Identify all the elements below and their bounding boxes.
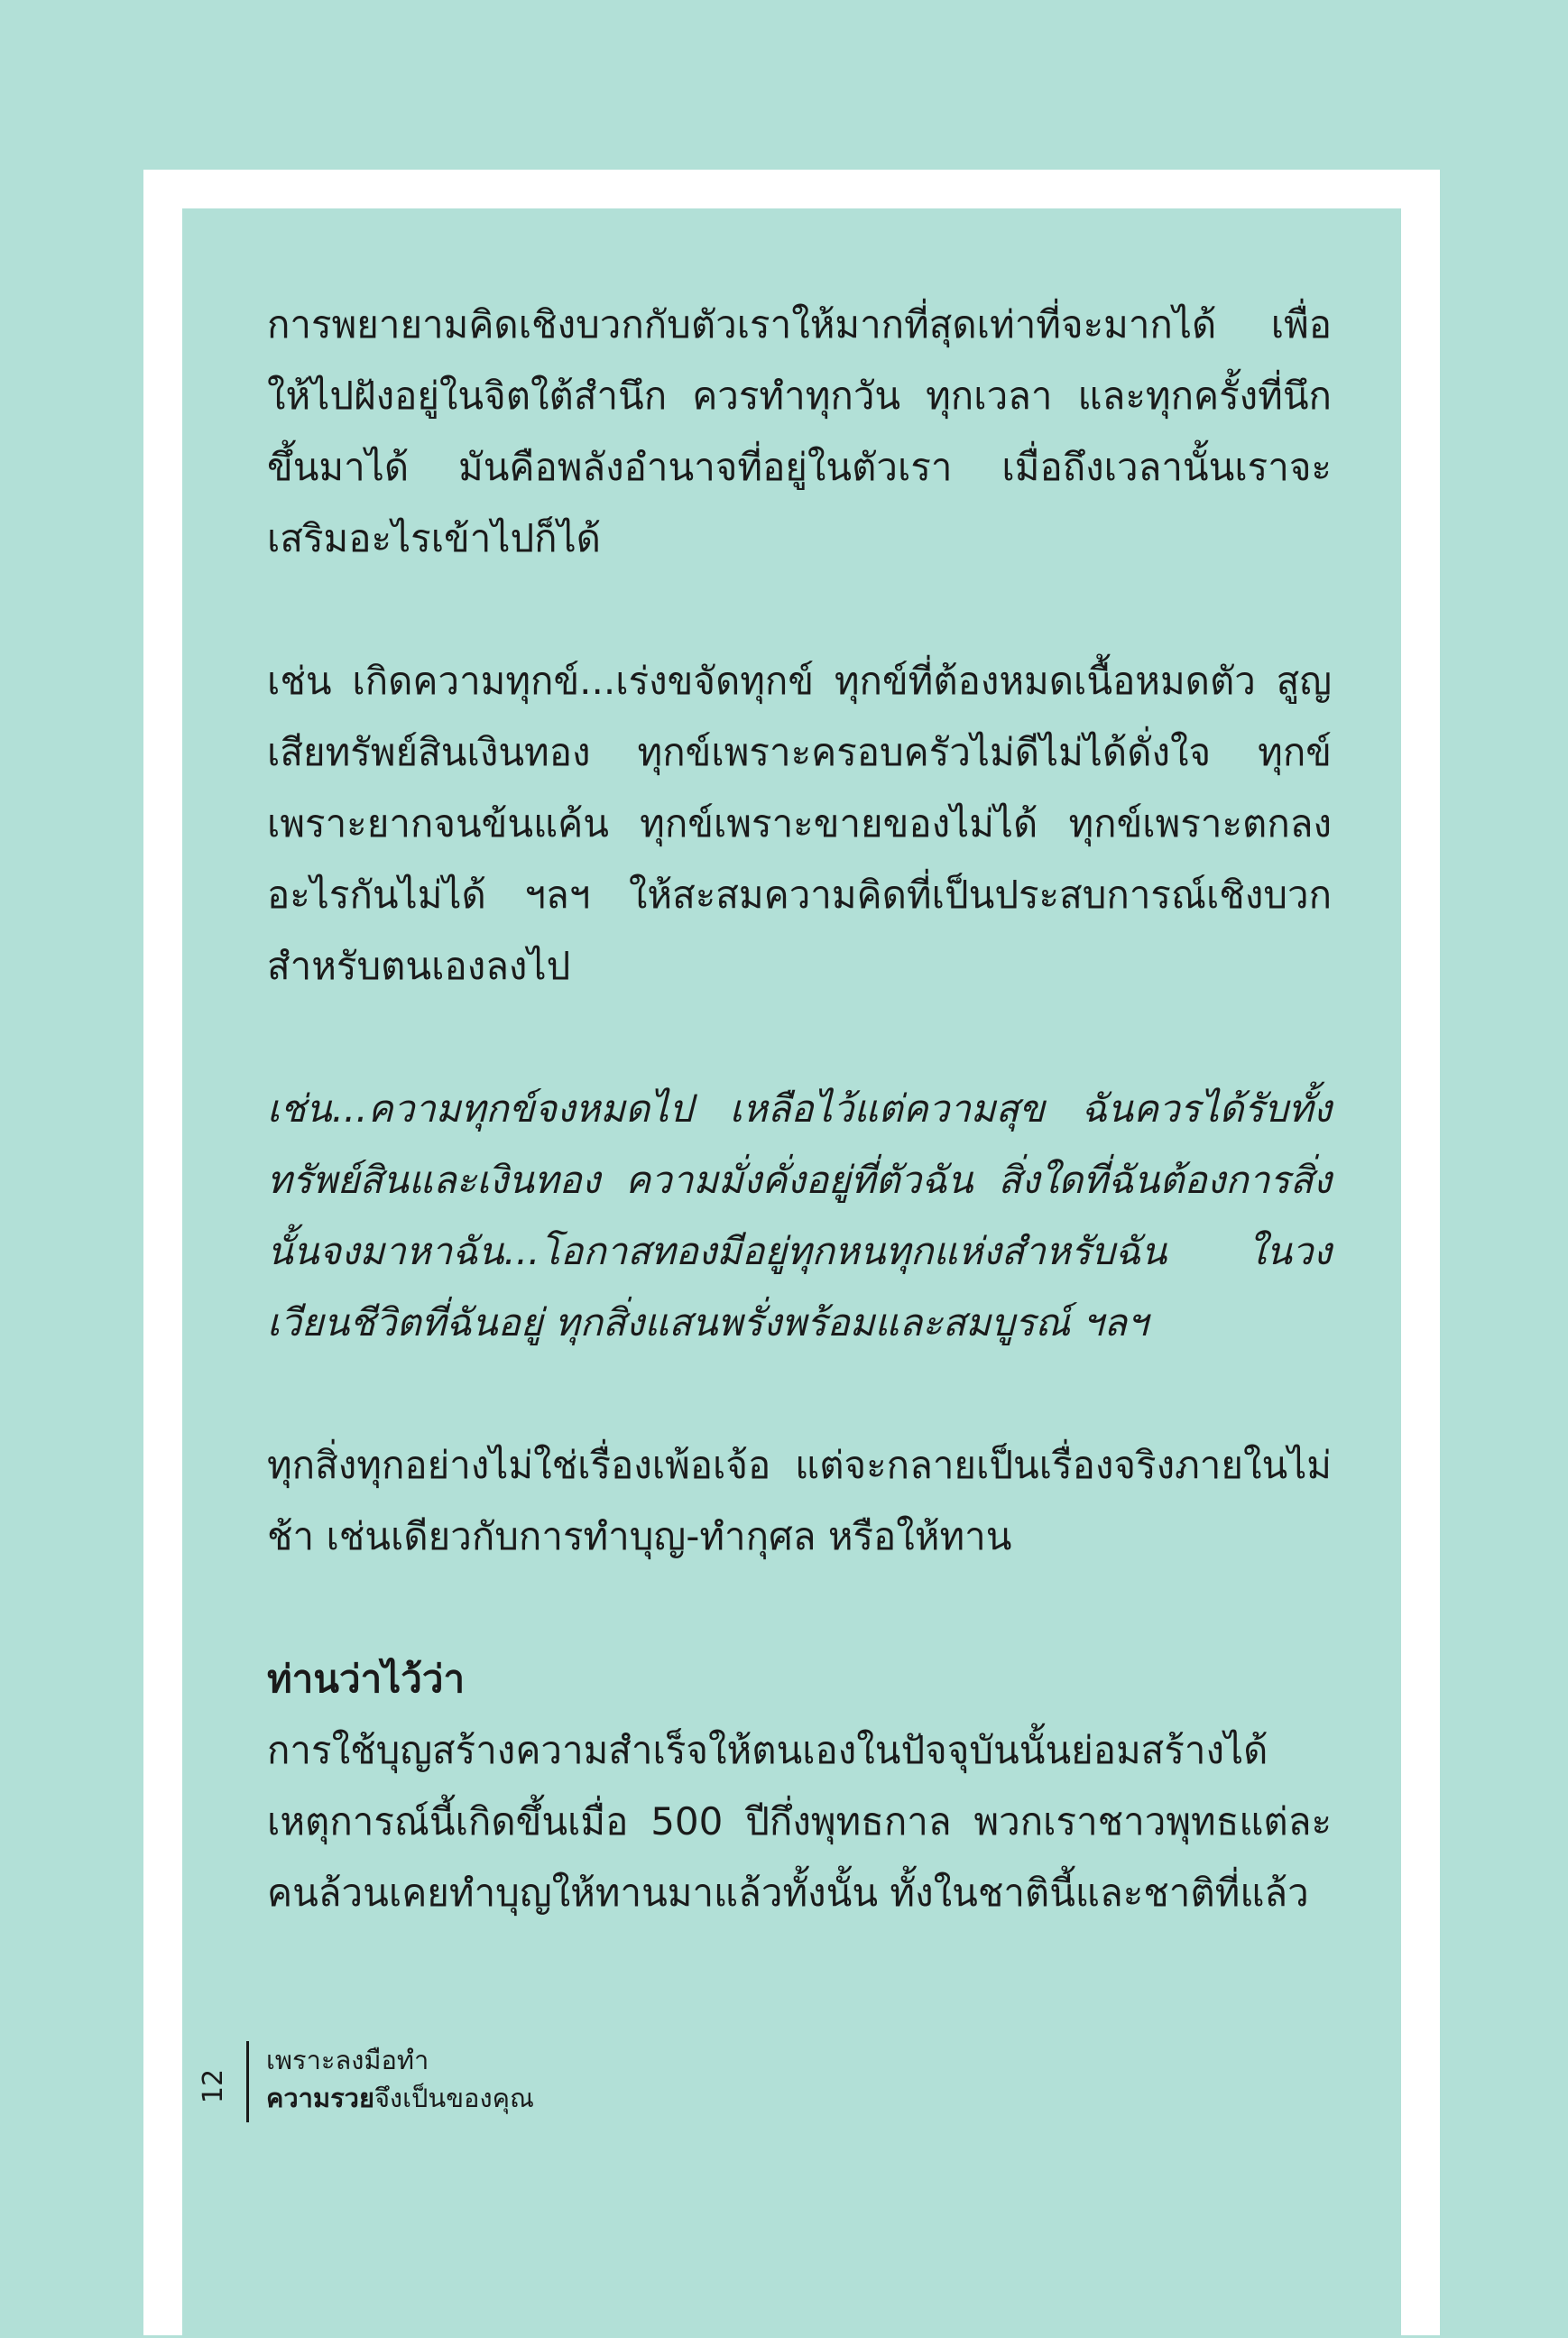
- section-heading: ท่านว่าไว้ว่า: [267, 1657, 466, 1701]
- book-title-line-1: เพราะลงมือทำ: [266, 2045, 429, 2075]
- book-title-bold: ความรวย: [266, 2083, 374, 2113]
- book-title-rest: จึงเป็นของคุณ: [374, 2083, 534, 2113]
- book-title: [266, 2041, 534, 2117]
- paragraph-merit: การใช้บุญสร้างความสำเร็จให้ตนเองในปัจจุบันนั้นย่อมสร้างได้ เหตุการณ์นี้เกิดขึ้นเมื่อ 500 ปีกึ่งพุทธกาล พวกเราชาวพุทธแต่ละคนล้วนเคยทำบุญให้ทานมาแล้วทั้งนั้น ทั้งในชาตินี้และชาติที่แล้ว: [267, 1728, 1332, 1915]
- page-number: 12: [197, 2068, 229, 2104]
- body-text: [267, 289, 1332, 2000]
- paragraph-suffering-examples: เช่น เกิดความทุกข์...เร่งขจัดทุกข์ ทุกข์ที่ต้องหมดเนื้อหมดตัว สูญเสียทรัพย์สินเงินทอง ทุกข์เพราะครอบครัวไม่ดีไม่ได้ดั่งใจ ทุกข์เพราะยากจนข้นแค้น ทุกข์เพราะขายของไม่ได้ ทุกข์เพราะตกลงอะไรกันไม่ได้ ฯลฯ ให้สะสมความคิดที่เป็นประสบการณ์เชิงบวกสำหรับตนเองลงไป: [267, 659, 1332, 988]
- book-title-line-2: [266, 2079, 534, 2117]
- paragraph-affirmation: เช่น...ความทุกข์จงหมดไป เหลือไว้แต่ความสุข ฉันควรได้รับทั้งทรัพย์สินและเงินทอง ความมั่งคั่งอยู่ที่ตัวฉัน สิ่งใดที่ฉันต้องการสิ่งนั้นจงมาหาฉัน...โอกาสทองมีอยู่ทุกหนทุกแห่งสำหรับฉัน ในวงเวียนชีวิตที่ฉันอยู่ ทุกสิ่งแสนพรั่งพร้อมและสมบูรณ์ ฯลฯ: [267, 1086, 1332, 1345]
- paragraph-not-nonsense: ทุกสิ่งทุกอย่างไม่ใช่เรื่องเพ้อเจ้อ แต่จะกลายเป็นเรื่องจริงภายในไม่ช้า เช่นเดียวกับการทำบุญ-ทำกุศล หรือให้ทาน: [267, 1443, 1332, 1558]
- paragraph-positive-thinking: การพยายามคิดเชิงบวกกับตัวเราให้มากที่สุดเท่าที่จะมากได้ เพื่อให้ไปฝังอยู่ในจิตใต้สำนึก ควรทำทุกวัน ทุกเวลา และทุกครั้งที่นึกขึ้นมาได้ มันคือพลังอำนาจที่อยู่ในตัวเรา เมื่อถึงเวลานั้นเราจะเสริมอะไรเข้าไปก็ได้: [267, 302, 1332, 560]
- footer-divider: [246, 2041, 249, 2122]
